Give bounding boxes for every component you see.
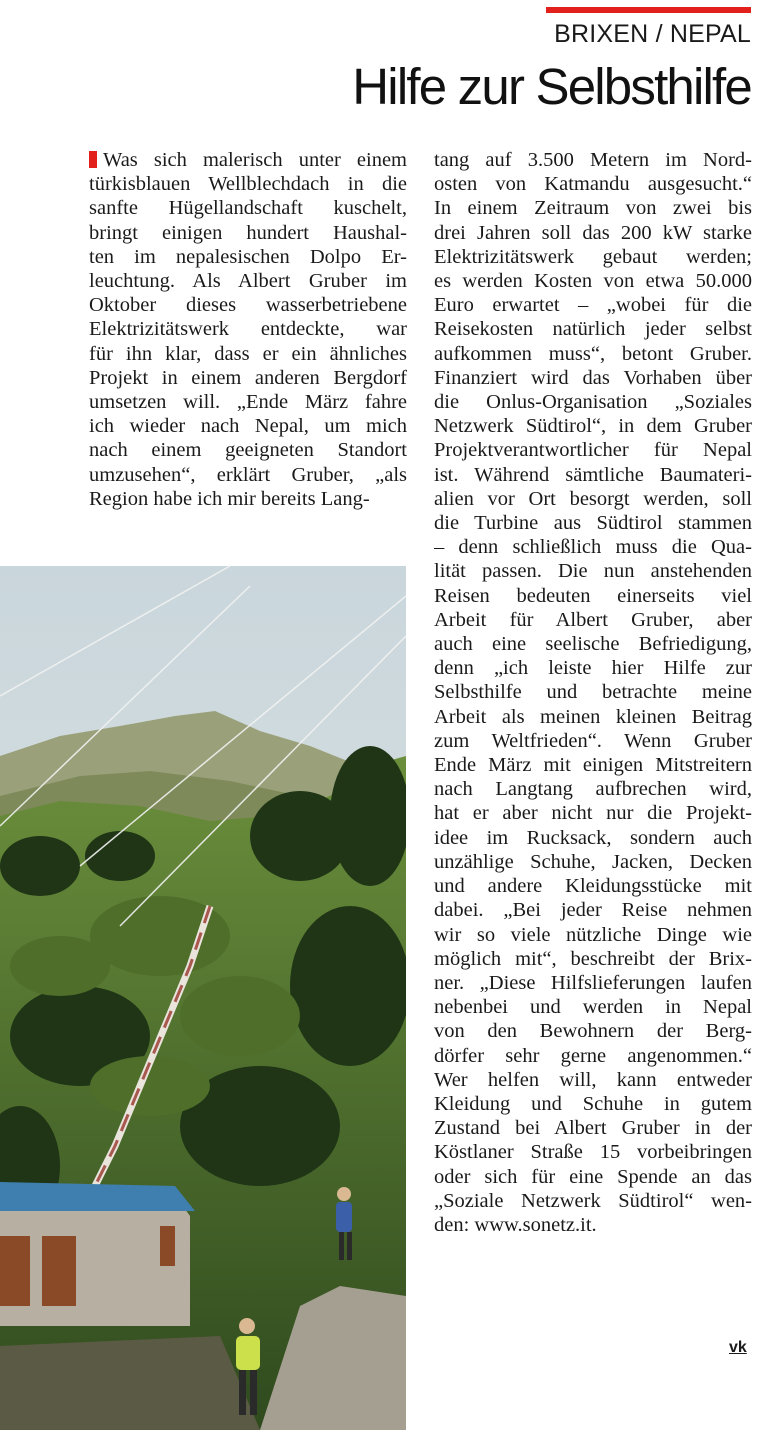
column-2-line: Zustand bei Albert Gruber in der	[434, 1117, 752, 1140]
section-accent-bar	[546, 7, 751, 13]
column-2-line: alien vor Ort besorgt werden, soll	[434, 487, 752, 510]
section-kicker: BRIXEN / NEPAL	[554, 20, 751, 48]
column-1-line	[89, 148, 407, 172]
column-1-line: türkisblauen Wellblechdach in die	[89, 173, 407, 196]
column-2-line: Finanziert wird das Vorhaben über	[434, 366, 752, 389]
column-2-line: möglich mit“, beschreibt der Brix-	[434, 947, 752, 970]
column-2-line: drei Jahren soll das 200 kW starke	[434, 221, 752, 244]
article-column-1	[89, 148, 407, 511]
column-2-line: osten von Katmandu ausgesucht.“	[434, 173, 752, 196]
column-2-line: zum Weltfrieden“. Wenn Gruber	[434, 729, 752, 752]
column-2-line: Euro erwartet – „wobei für die	[434, 294, 752, 317]
column-1-line: Projekt in einem anderen Bergdorf	[89, 366, 407, 389]
column-2-line: Elektrizitätswerk gebaut werden;	[434, 245, 752, 268]
column-1-line: Elektrizitätswerk entdeckte, war	[89, 318, 407, 341]
column-2-line: – denn schließlich muss die Qua-	[434, 536, 752, 559]
column-2-line: und andere Kleidungsstücke mit	[434, 875, 752, 898]
column-2-line: tang auf 3.500 Metern im Nord-	[434, 149, 752, 171]
column-2-line: es werden Kosten von etwa 50.000	[434, 270, 752, 293]
column-2-line: oder sich für eine Spende an das	[434, 1165, 752, 1188]
column-1-line: Oktober dieses wasserbetriebene	[89, 294, 407, 317]
column-2-line: hat er aber nicht nur die Projekt-	[434, 802, 752, 825]
column-2-line: idee im Rucksack, sondern auch	[434, 826, 752, 849]
column-1-line: Region habe ich mir bereits Lang-	[89, 487, 370, 510]
column-2-line: In einem Zeitraum von zwei bis	[434, 197, 752, 220]
column-1-line: umzusehen“, erklärt Gruber, „als	[89, 463, 407, 486]
column-2-line: auch eine seelische Befriedigung,	[434, 633, 752, 656]
column-1-line: nach einem geeigneten Standort	[89, 439, 407, 462]
column-2-line: Arbeit als meinen kleinen Beitrag	[434, 705, 752, 728]
column-2-line: wir so viele nützliche Dinge wie	[434, 923, 752, 946]
column-2-line: unzählige Schuhe, Jacken, Decken	[434, 850, 752, 873]
column-1-line: ten im nepalesischen Dolpo Er-	[89, 245, 407, 268]
column-1-line: bringt einigen hundert Haushal-	[89, 221, 407, 244]
column-2-line: von den Bewohnern der Berg-	[434, 1020, 752, 1043]
article-column-2	[434, 148, 752, 1237]
column-2-line: dörfer sehr gerne angenommen.“	[434, 1044, 752, 1067]
column-2-line: Projektverantwortlicher für Nepal	[434, 439, 752, 462]
column-2-line: Reisekosten natürlich jeder selbst	[434, 318, 752, 341]
article-photo-hydropower-station	[0, 566, 406, 1430]
column-2-line: nebenbei und werden in Nepal	[434, 996, 752, 1019]
column-2-line: Ende März mit einigen Mitstreitern	[434, 754, 752, 777]
column-2-line: Wer helfen will, kann entweder	[434, 1068, 752, 1091]
column-2-line: den: www.sonetz.it.	[434, 1213, 597, 1236]
column-1-line: umsetzen will. „Ende März fahre	[89, 391, 407, 414]
paragraph-start-marker	[89, 151, 97, 168]
column-2-line: aufkommen muss“, betont Gruber.	[434, 342, 752, 365]
author-signature: vk	[729, 1339, 747, 1356]
column-2-line: nach Langtang aufbrechen wird,	[434, 778, 752, 801]
column-2-line: dabei. „Bei jeder Reise nehmen	[434, 899, 752, 922]
column-2-line: ist. Während sämtliche Baumateri-	[434, 463, 752, 486]
column-2-line: die Turbine aus Südtirol stammen	[434, 512, 752, 535]
column-1-first-line-text: Was sich malerisch unter einem	[103, 149, 407, 171]
column-2-line: die Onlus-Organisation „Soziales	[434, 391, 752, 414]
column-2-line: Arbeit für Albert Gruber, aber	[434, 608, 752, 631]
column-1-line: ich wieder nach Nepal, um mich	[89, 415, 407, 438]
column-2-line: ner. „Diese Hilfslieferungen laufen	[434, 971, 752, 994]
column-1-line: sanfte Hügellandschaft kuschelt,	[89, 197, 407, 220]
column-2-line: „Soziale Netzwerk Südtirol“ wen-	[434, 1189, 752, 1212]
column-2-line: denn „ich leiste hier Hilfe zur	[434, 657, 752, 680]
column-2-line: Reisen bedeuten einerseits viel	[434, 584, 752, 607]
article-headline: Hilfe zur Selbsthilfe	[352, 58, 751, 115]
column-2-line: Netzwerk Südtirol“, in dem Gruber	[434, 415, 752, 438]
column-2-line: Selbsthilfe und betrachte meine	[434, 681, 752, 704]
column-1-line: leuchtung. Als Albert Gruber im	[89, 270, 407, 293]
column-2-line: Kleidung und Schuhe in gutem	[434, 1092, 752, 1115]
column-2-line: lität passen. Die nun anstehenden	[434, 560, 752, 583]
column-2-line: Köstlaner Straße 15 vorbeibringen	[434, 1141, 752, 1164]
column-1-line: für ihn klar, dass er ein ähnliches	[89, 342, 407, 365]
